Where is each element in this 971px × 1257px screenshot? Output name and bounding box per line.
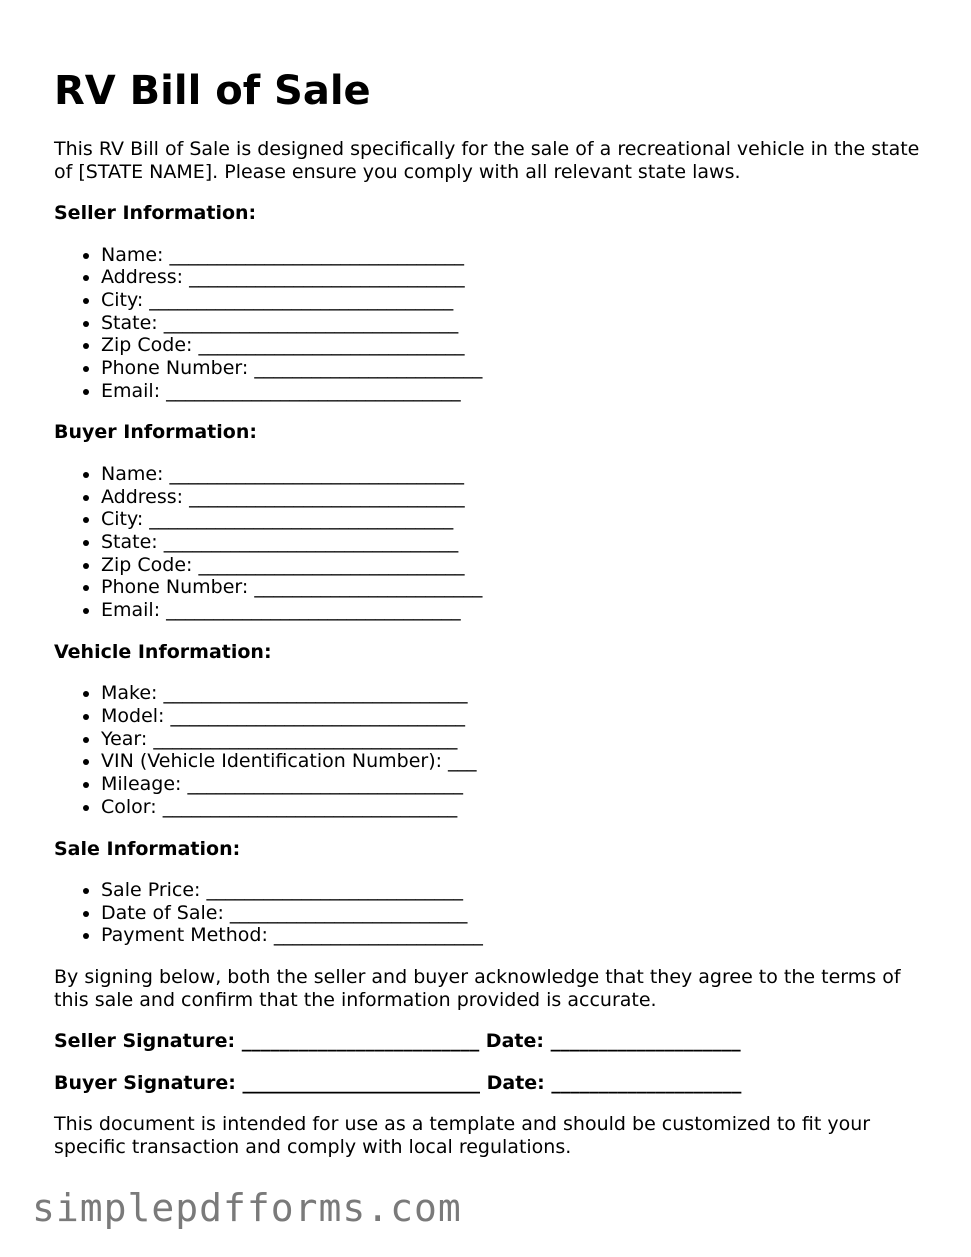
seller-email-field: • Email: _______________________________ [101, 380, 934, 403]
sale-field-list [54, 879, 934, 947]
seller-signature-line: Seller Signature: _________________________ Date: ____________________ [54, 1030, 741, 1053]
intro-paragraph: This RV Bill of Sale is designed specifically for the sale of a recreational vehicle in the state of [STATE NAME]. Please ensure you comply with all relevant state laws. [54, 138, 920, 183]
seller-zip-field: • Zip Code: ____________________________ [101, 334, 934, 357]
buyer-email-field: • Email: _______________________________ [101, 599, 934, 622]
buyer-section-heading: Buyer Information: [54, 421, 257, 444]
vehicle-field-list [54, 682, 934, 818]
seller-section-heading: Seller Information: [54, 202, 257, 224]
document [54, 68, 934, 1158]
document-title: RV Bill of Sale [54, 68, 371, 114]
vehicle-color-field: • Color: _______________________________ [101, 796, 934, 819]
vehicle-make-field: • Make: ________________________________ [101, 682, 934, 705]
sale-section-heading: Sale Information: [54, 837, 241, 860]
payment-method-field: • Payment Method: ______________________ [101, 924, 934, 947]
vehicle-year-field: • Year: ________________________________ [101, 728, 934, 751]
vehicle-vin-field: • VIN (Vehicle Identification Number): ___ [101, 750, 934, 773]
buyer-address-field: • Address: _____________________________ [101, 486, 934, 509]
buyer-zip-field: • Zip Code: ____________________________ [101, 554, 934, 577]
seller-city-field: • City: ________________________________ [101, 289, 934, 312]
vehicle-model-field: • Model: _______________________________ [101, 705, 934, 728]
watermark-text: simplepdfforms.com [32, 1186, 462, 1230]
buyer-signature-line: Buyer Signature: _________________________ Date: ____________________ [54, 1071, 742, 1094]
buyer-city-field: • City: ________________________________ [101, 508, 934, 531]
vehicle-section-heading: Vehicle Information: [54, 640, 272, 663]
acknowledgement-paragraph: By signing below, both the seller and buyer acknowledge that they agree to the terms of this sale and confirm that the information provided is accurate. [54, 966, 901, 1011]
buyer-phone-field: • Phone Number: ________________________ [101, 576, 934, 599]
buyer-state-field: • State: _______________________________ [101, 531, 934, 554]
sale-price-field: • Sale Price: ___________________________ [101, 879, 934, 902]
seller-phone-field: • Phone Number: ________________________ [101, 357, 934, 380]
vehicle-mileage-field: • Mileage: _____________________________ [101, 773, 934, 796]
disclaimer-paragraph: This document is intended for use as a template and should be customized to fit your specific transaction and comply with local regulations. [54, 1113, 871, 1158]
buyer-name-field: • Name: _______________________________ [101, 463, 934, 486]
seller-state-field: • State: _______________________________ [101, 312, 934, 335]
sale-date-field: • Date of Sale: _________________________ [101, 902, 934, 925]
buyer-field-list [54, 463, 934, 622]
seller-name-field: • Name: _______________________________ [101, 244, 934, 267]
seller-field-list [54, 244, 934, 403]
seller-address-field: • Address: _____________________________ [101, 266, 934, 289]
